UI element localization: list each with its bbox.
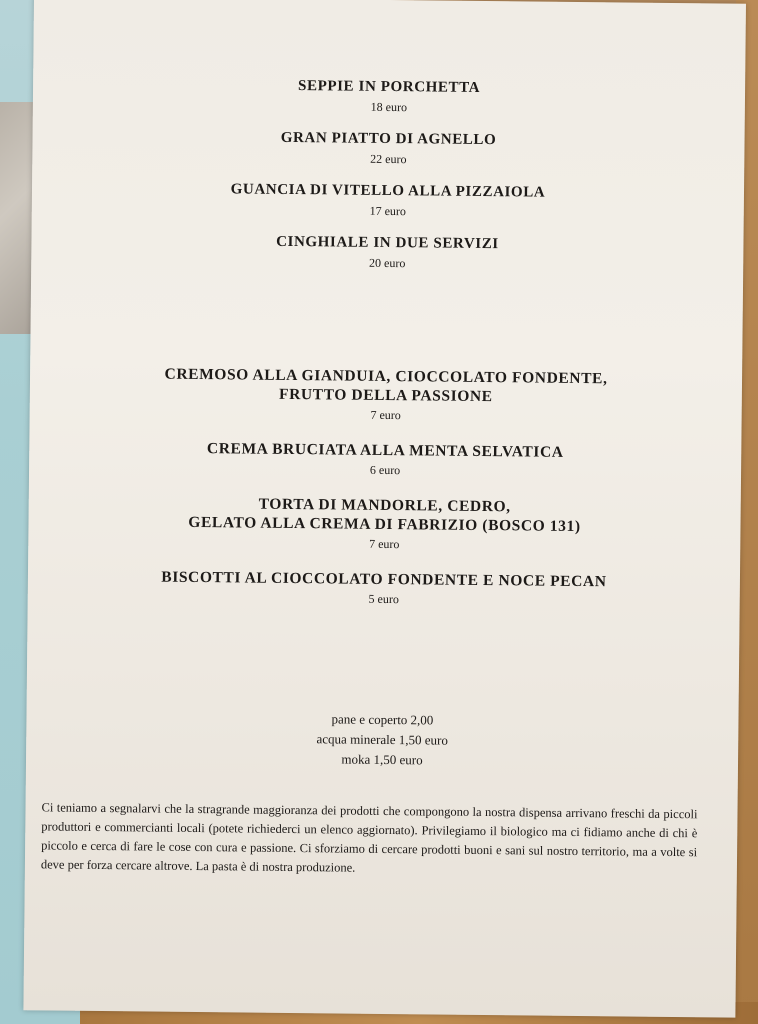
dessert-item [30, 363, 743, 426]
extras-section [26, 706, 739, 773]
sourcing-note: Ci teniamo a segnalarvi che la stragrande maggioranza dei prodotti che compongono la nostra dispensa arrivano freschi da piccoli produttori e commercianti locali (potete richiederci un elenco aggiornato). Privilegiamo il biologico ma ci fidiamo anche di chi è piccolo e cerca di fare le cose con cura e passione. Ci sforziamo di cercare prodotti buoni e sani sul nostro territorio, ma a volte si deve per forza cercare altrove. La pasta è di nostra produzione. [40, 800, 698, 875]
dessert-price: 7 euro [369, 536, 400, 552]
extra-cover-charge: pane e coperto 2,00 [331, 711, 434, 728]
dessert-name-line1: CREMA BRUCIATA ALLA MENTA SELVATICA [206, 440, 564, 461]
extra-moka: moka 1,50 euro [341, 751, 423, 768]
dessert-name-line1: BISCOTTI AL CIOCCOLATO FONDENTE E NOCE PECAN [161, 568, 607, 591]
menu-item [31, 230, 743, 274]
item-name: GRAN PIATTO DI AGNELLO [280, 129, 497, 149]
dessert-item [28, 566, 740, 610]
menu-item [33, 74, 745, 118]
dessert-name-line1: TORTA DI MANDORLE, CEDRO, [258, 495, 511, 516]
dessert-price: 5 euro [368, 591, 399, 607]
menu-item [32, 126, 744, 170]
mains-section [31, 74, 745, 289]
item-price: 22 euro [370, 151, 407, 167]
dessert-name-line2: GELATO ALLA CREMA DI FABRIZIO (BOSCO 131) [188, 513, 581, 536]
menu-sheet [23, 0, 746, 1018]
dessert-item [28, 492, 741, 555]
dessert-name-line1: CREMOSO ALLA GIANDUIA, CIOCCOLATO FONDENTE, [164, 365, 608, 388]
item-price: 18 euro [370, 99, 408, 115]
dessert-price: 6 euro [369, 462, 401, 478]
item-price: 17 euro [369, 203, 407, 219]
item-name: GUANCIA DI VITELLO ALLA PIZZAIOLA [230, 181, 546, 201]
desserts-section [27, 363, 742, 628]
extra-water: acqua minerale 1,50 euro [316, 731, 449, 748]
item-name: SEPPIE IN PORCHETTA [298, 78, 481, 96]
dessert-item [29, 437, 741, 481]
item-price: 20 euro [369, 255, 406, 271]
dessert-name-line2: FRUTTO DELLA PASSIONE [278, 385, 493, 406]
item-name: CINGHIALE IN DUE SERVIZI [276, 233, 499, 253]
dessert-price: 7 euro [370, 407, 401, 423]
menu-item [32, 178, 744, 222]
